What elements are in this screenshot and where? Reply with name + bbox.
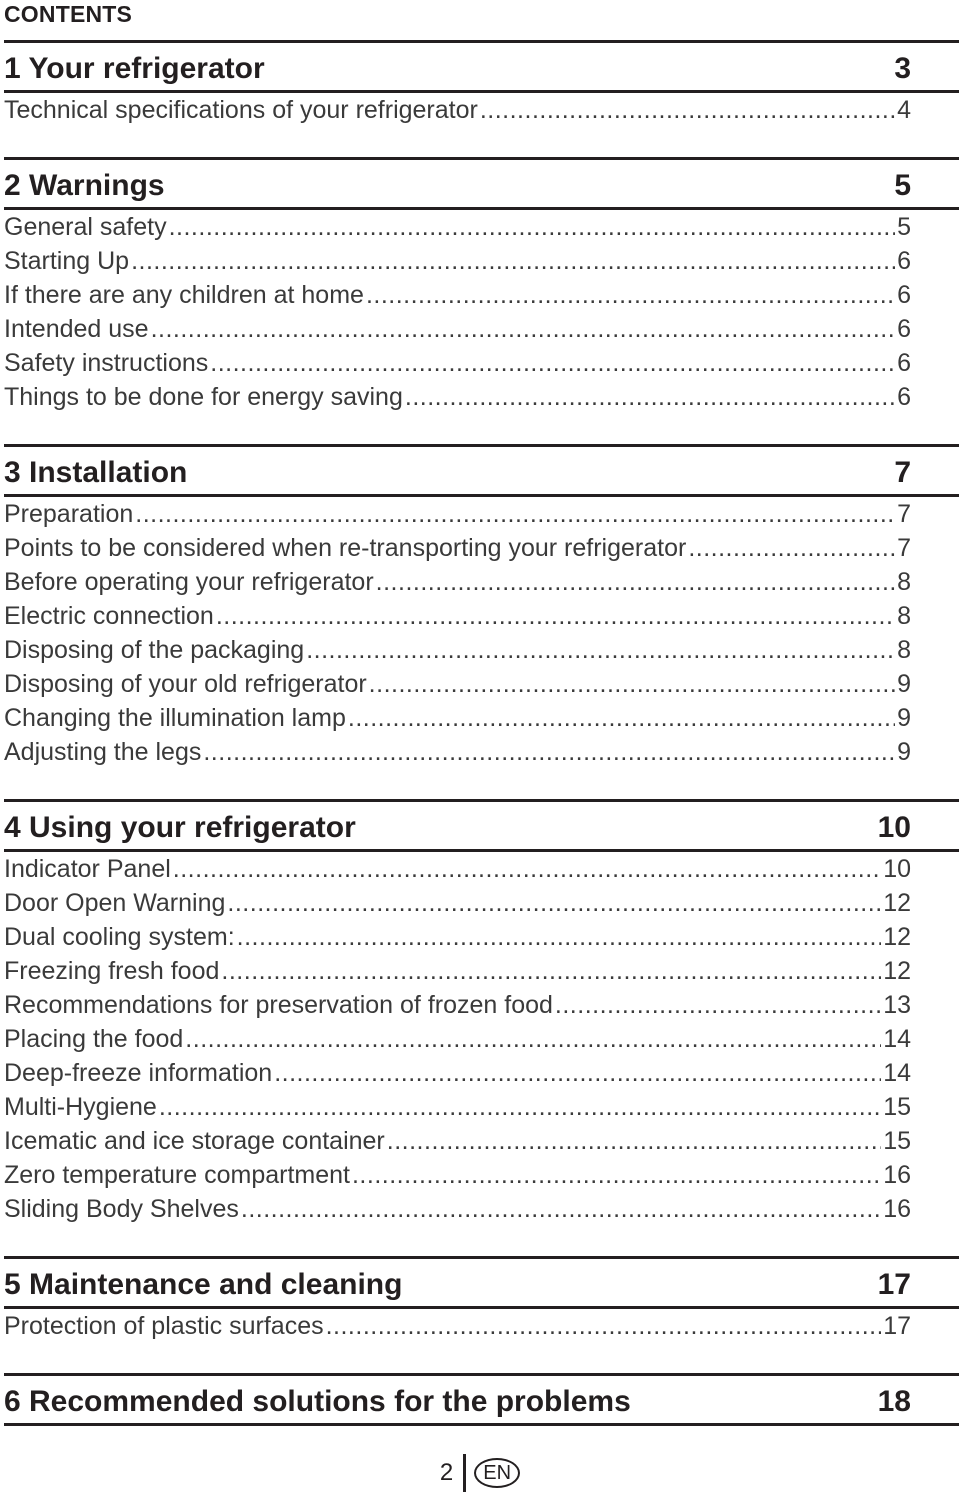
toc-entry-page: 6 [897, 315, 911, 343]
toc-entry[interactable] [4, 988, 959, 1022]
toc-entry-page: 12 [883, 923, 911, 951]
toc-entry-label: Dual cooling system: [4, 923, 235, 951]
toc-entry[interactable] [4, 346, 959, 380]
dot-leader [203, 735, 895, 769]
footer-page-number: 2 [439, 1459, 454, 1486]
toc-entry-label: Things to be done for energy saving [4, 383, 403, 411]
toc-entry-page: 17 [883, 1312, 911, 1340]
toc-entry-label: Sliding Body Shelves [4, 1195, 239, 1223]
toc-entry[interactable] [4, 667, 959, 701]
dot-leader [227, 886, 881, 920]
dot-leader [131, 244, 895, 278]
dot-leader [369, 667, 895, 701]
toc-entry-label: Protection of plastic surfaces [4, 1312, 324, 1340]
toc-entry-page: 10 [883, 855, 911, 883]
dot-leader [221, 954, 881, 988]
toc-entry-label: Multi-Hygiene [4, 1093, 157, 1121]
toc-entry[interactable] [4, 599, 959, 633]
toc-entry-label: Preparation [4, 500, 134, 528]
toc-entry[interactable] [4, 920, 959, 954]
toc-entry[interactable] [4, 210, 959, 244]
toc-entry-label: Placing the food [4, 1025, 184, 1053]
section-page-number: 18 [877, 1385, 911, 1418]
toc-entry-label: Intended use [4, 315, 149, 343]
toc-entry-label: Before operating your refrigerator [4, 568, 374, 596]
toc-entry[interactable] [4, 497, 959, 531]
dot-leader [326, 1309, 882, 1343]
toc-entry-label: If there are any children at home [4, 281, 364, 309]
toc-entry[interactable] [4, 312, 959, 346]
toc-entry-page: 15 [883, 1127, 911, 1155]
toc-section-3 [4, 444, 959, 769]
dot-leader [241, 1192, 881, 1226]
toc-entry-label: Disposing of your old refrigerator [4, 670, 367, 698]
toc-entry[interactable] [4, 886, 959, 920]
section-heading[interactable] [4, 1373, 959, 1426]
dot-leader [274, 1056, 881, 1090]
toc-section-4 [4, 799, 959, 1226]
toc-entry[interactable] [4, 278, 959, 312]
section-heading[interactable] [4, 40, 959, 93]
dot-leader [173, 852, 881, 886]
toc-entry[interactable] [4, 380, 959, 414]
toc-entry-page: 6 [897, 349, 911, 377]
toc-entry[interactable] [4, 565, 959, 599]
dot-leader [387, 1124, 881, 1158]
dot-leader [480, 93, 895, 127]
toc-entry[interactable] [4, 954, 959, 988]
language-badge: EN [474, 1458, 520, 1488]
section-title: 3 Installation [4, 456, 188, 489]
toc-entry-page: 9 [897, 738, 911, 766]
section-heading[interactable] [4, 1256, 959, 1309]
toc-entry-page: 12 [883, 957, 911, 985]
toc-entry-label: Points to be considered when re-transporting your refrigerator [4, 534, 687, 562]
toc-entry-page: 13 [883, 991, 911, 1019]
toc-entry-page: 6 [897, 281, 911, 309]
toc-entry-label: Electric connection [4, 602, 214, 630]
dot-leader [185, 1022, 881, 1056]
dot-leader [405, 380, 895, 414]
toc-entry[interactable] [4, 1124, 959, 1158]
toc-entry-label: Disposing of the packaging [4, 636, 305, 664]
toc-entry[interactable] [4, 1022, 959, 1056]
section-page-number: 7 [894, 456, 911, 489]
toc-entry-label: General safety [4, 213, 167, 241]
toc-entry-label: Door Open Warning [4, 889, 226, 917]
dot-leader [688, 531, 895, 565]
dot-leader [237, 920, 882, 954]
section-title: 4 Using your refrigerator [4, 811, 356, 844]
section-heading[interactable] [4, 157, 959, 210]
page-title: CONTENTS [4, 1, 133, 27]
dot-leader [352, 1158, 881, 1192]
dot-leader [169, 210, 896, 244]
toc-entry-label: Indicator Panel [4, 855, 171, 883]
toc-entry-page: 4 [897, 96, 911, 124]
section-heading[interactable] [4, 799, 959, 852]
toc-entry[interactable] [4, 1192, 959, 1226]
toc-entry[interactable] [4, 93, 959, 127]
toc-entry-page: 16 [883, 1195, 911, 1223]
section-title: 5 Maintenance and cleaning [4, 1268, 403, 1301]
table-of-contents [4, 40, 959, 1456]
section-title: 2 Warnings [4, 169, 165, 202]
section-page-number: 5 [894, 169, 911, 202]
toc-entry-label: Safety instructions [4, 349, 209, 377]
toc-entry-page: 8 [897, 636, 911, 664]
page-footer [0, 1454, 960, 1492]
toc-entry-label: Icematic and ice storage container [4, 1127, 385, 1155]
section-page-number: 10 [877, 811, 911, 844]
toc-entry[interactable] [4, 1090, 959, 1124]
section-page-number: 3 [894, 52, 911, 85]
dot-leader [555, 988, 881, 1022]
toc-entry-label: Starting Up [4, 247, 130, 275]
toc-entry-label: Freezing fresh food [4, 957, 220, 985]
toc-entry-page: 9 [897, 704, 911, 732]
section-title: 1 Your refrigerator [4, 52, 265, 85]
toc-entry-page: 6 [897, 383, 911, 411]
section-heading[interactable] [4, 444, 959, 497]
dot-leader [210, 346, 895, 380]
toc-section-2 [4, 157, 959, 414]
toc-entry[interactable] [4, 735, 959, 769]
toc-section-5 [4, 1256, 959, 1343]
toc-entry-page: 8 [897, 568, 911, 596]
toc-entry-page: 9 [897, 670, 911, 698]
toc-section-1 [4, 40, 959, 127]
toc-entry-page: 7 [897, 500, 911, 528]
dot-leader [216, 599, 895, 633]
toc-entry-page: 15 [883, 1093, 911, 1121]
toc-entry[interactable] [4, 531, 959, 565]
toc-entry-label: Deep-freeze information [4, 1059, 273, 1087]
toc-entry-page: 14 [883, 1059, 911, 1087]
dot-leader [151, 312, 896, 346]
toc-entry[interactable] [4, 633, 959, 667]
toc-entry-page: 6 [897, 247, 911, 275]
dot-leader [348, 701, 895, 735]
toc-entry-page: 12 [883, 889, 911, 917]
toc-entry-label: Adjusting the legs [4, 738, 202, 766]
dot-leader [366, 278, 895, 312]
section-title: 6 Recommended solutions for the problems [4, 1385, 631, 1418]
toc-entry-label: Zero temperature compartment [4, 1161, 350, 1189]
toc-entry[interactable] [4, 852, 959, 886]
footer-divider [463, 1454, 466, 1492]
toc-entry-page: 7 [897, 534, 911, 562]
toc-entry-page: 16 [883, 1161, 911, 1189]
dot-leader [376, 565, 895, 599]
toc-entry[interactable] [4, 1309, 959, 1343]
dot-leader [159, 1090, 881, 1124]
toc-entry-label: Changing the illumination lamp [4, 704, 346, 732]
toc-entry-label: Technical specifications of your refrigerator [4, 96, 478, 124]
section-page-number: 17 [877, 1268, 911, 1301]
toc-section-6 [4, 1373, 959, 1426]
toc-entry-page: 14 [883, 1025, 911, 1053]
toc-entry[interactable] [4, 244, 959, 278]
dot-leader [135, 497, 895, 531]
toc-entry[interactable] [4, 1056, 959, 1090]
toc-entry-label: Recommendations for preservation of frozen food [4, 991, 553, 1019]
toc-entry[interactable] [4, 1158, 959, 1192]
toc-entry-page: 5 [897, 213, 911, 241]
dot-leader [306, 633, 895, 667]
toc-entry[interactable] [4, 701, 959, 735]
toc-entry-page: 8 [897, 602, 911, 630]
